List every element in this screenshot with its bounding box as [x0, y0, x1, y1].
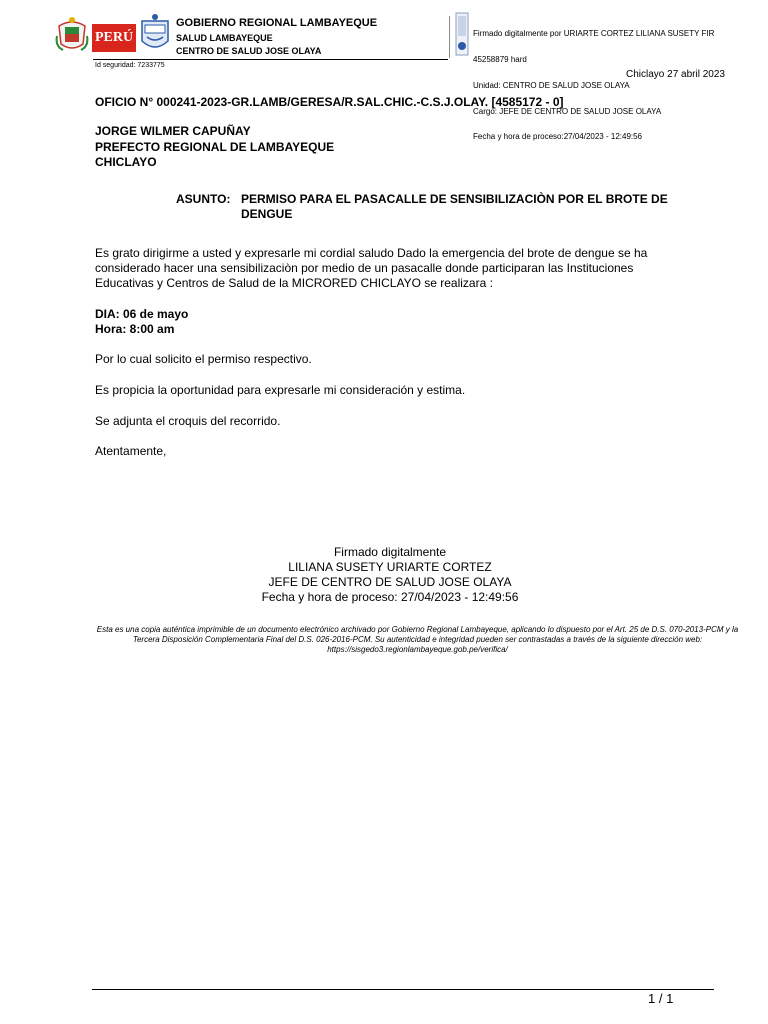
- oficio-number: OFICIO N° 000241-2023-GR.LAMB/GERESA/R.SAL.CHIC.-C.S.J.OLAY. [4585172 - 0]: [95, 95, 564, 109]
- org-name-line1: GOBIERNO REGIONAL LAMBAYEQUE: [176, 17, 378, 29]
- footer-divider: [92, 989, 714, 990]
- intro-paragraph: Es grato dirigirme a usted y expresarle mi cordial saludo Dado la emergencia del brote de dengue se ha considerado hacer una sensibilizaciòn por medio de un pasacalle donde participaran las Instituciones Educativas y Centros de Salud de la MICRORED CHICLAYO se realizara :: [95, 246, 648, 290]
- org-name-line2: SALUD LAMBAYEQUE: [176, 33, 273, 43]
- signature-datetime: Fecha y hora de proceso: 27/04/2023 - 12:49:56: [261, 590, 519, 604]
- signature-name: LILIANA SUSETY URIARTE CORTEZ: [288, 560, 492, 574]
- signature-line1: Firmado digitalmente: [333, 545, 447, 559]
- asunto-text: PERMISO PARA EL PASACALLE DE SENSIBILIZACIÒN POR EL BROTE DE DENGUE: [241, 192, 668, 221]
- attachment-paragraph: Se adjunta el croquis del recorrido.: [95, 414, 281, 428]
- authenticity-footnote: Esta es una copia auténtica imprimible de un documento electrónico archivado por Gobierno Regional Lambayeque, aplicando lo dispuesto por el Art. 25 de D.S. 070-2013-PCM y la Tercera Disposición Complementaria Final del D.S. 026-2016-PCM. Su autenticidad e integridad pueden ser contrastadas a través de la siguiente dirección web: https://sisgedo3.regionlambayeque.gob.pe/verifica/: [96, 625, 739, 654]
- regards-paragraph: Es propicia la oportunidad para expresarle mi consideración y estima.: [95, 383, 466, 397]
- sig-info-line1: Firmado digitalmente por URIARTE CORTEZ LILIANA SUSETY FIR: [473, 29, 715, 39]
- digital-signature-info: [473, 13, 714, 151]
- sig-info-line5: Fecha y hora de proceso:27/04/2023 - 12:49:56: [473, 132, 643, 142]
- digital-signature-stamp-icon: [455, 12, 469, 56]
- recipient-name: JORGE WILMER CAPUÑAY: [95, 124, 251, 138]
- org-name-line3: CENTRO DE SALUD JOSE OLAYA: [176, 46, 322, 56]
- regional-crest-icon: [139, 13, 171, 55]
- sig-info-line2: 45258879 hard: [473, 54, 527, 64]
- recipient-city: CHICLAYO: [95, 155, 157, 169]
- event-hour: Hora: 8:00 am: [95, 322, 175, 336]
- page-number: 1 / 1: [648, 991, 674, 1006]
- signature-title: JEFE DE CENTRO DE SALUD JOSE OLAYA: [268, 575, 512, 589]
- event-day: DIA: 06 de mayo: [95, 307, 189, 321]
- security-id: Id seguridad: 7233775: [95, 62, 165, 69]
- peru-coat-of-arms-icon: [55, 14, 89, 54]
- request-paragraph: Por lo cual solicito el permiso respectivo.: [95, 352, 312, 366]
- signature-divider: [449, 16, 450, 58]
- header-divider: [93, 59, 448, 60]
- asunto-label: ASUNTO:: [176, 192, 231, 206]
- closing: Atentamente,: [95, 444, 167, 458]
- recipient-title: PREFECTO REGIONAL DE LAMBAYEQUE: [95, 140, 335, 154]
- sig-info-line3: Unidad: CENTRO DE SALUD JOSE OLAYA: [473, 80, 630, 90]
- sig-info-line4: Cargo: JEFE DE CENTRO DE SALUD JOSE OLAYA: [473, 106, 662, 116]
- place-date: Chiclayo 27 abril 2023: [626, 69, 725, 80]
- peru-badge: PERÚ: [92, 24, 136, 52]
